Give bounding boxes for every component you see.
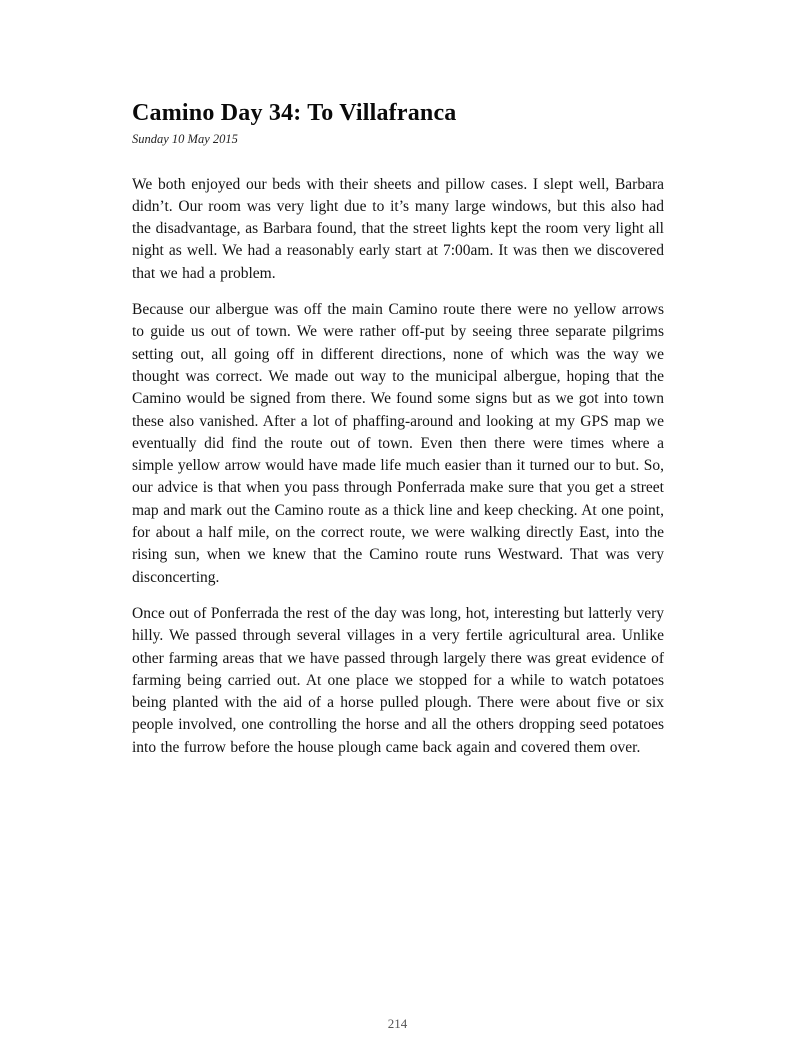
- paragraph: Because our albergue was off the main Camino route there were no yellow arrows to guide us out of town. We were rather off-put by seeing three separate pilgrims setting out, all going off in different directions, none of which was the way we thought was correct. We made out way to the municipal albergue, hoping that the Camino would be signed from there. We found some signs but as we got into town these also vanished. After a lot of phaffing-around and looking at my GPS map we eventually did find the route out of town. Even then there were times where a simple yellow arrow would have made life much easier than it turned our to but. So, our advice is that when you pass through Ponferrada make sure that you get a street map and mark out the Camino route as a thick line and keep checking. At one point, for about a half mile, on the correct route, we were walking directly East, into the rising sun, when we knew that the Camino route runs Westward. That was very disconcerting.: [132, 301, 664, 586]
- paragraph: Once out of Ponferrada the rest of the day was long, hot, interesting but latterly very hilly. We passed through several villages in a very fertile agricultural area. Unlike other farming areas that we have passed through largely there was great evidence of farming being carried out. At one place we stopped for a while to watch potatoes being planted with the aid of a horse pulled plough. There were about five or six people involved, one controlling the horse and all the others dropping seed potatoes into the furrow before the house plough came back again and covered them over.: [132, 604, 664, 756]
- paragraph: We both enjoyed our beds with their sheets and pillow cases. I slept well, Barbara didn’t. Our room was very light due to it’s many large windows, but this also had the disadvantage, as Barbara found, that the street lights kept the room very light all night as well. We had a reasonably early start at 7:00am. It was then we discovered that we had a problem.: [132, 175, 664, 282]
- page-content: [132, 100, 664, 773]
- body-text: [132, 174, 664, 759]
- page-title: Camino Day 34: To Villafranca: [132, 100, 457, 126]
- page-footer: [0, 1015, 795, 1033]
- date-line: Sunday 10 May 2015: [132, 131, 238, 146]
- page-number: 214: [387, 1016, 408, 1031]
